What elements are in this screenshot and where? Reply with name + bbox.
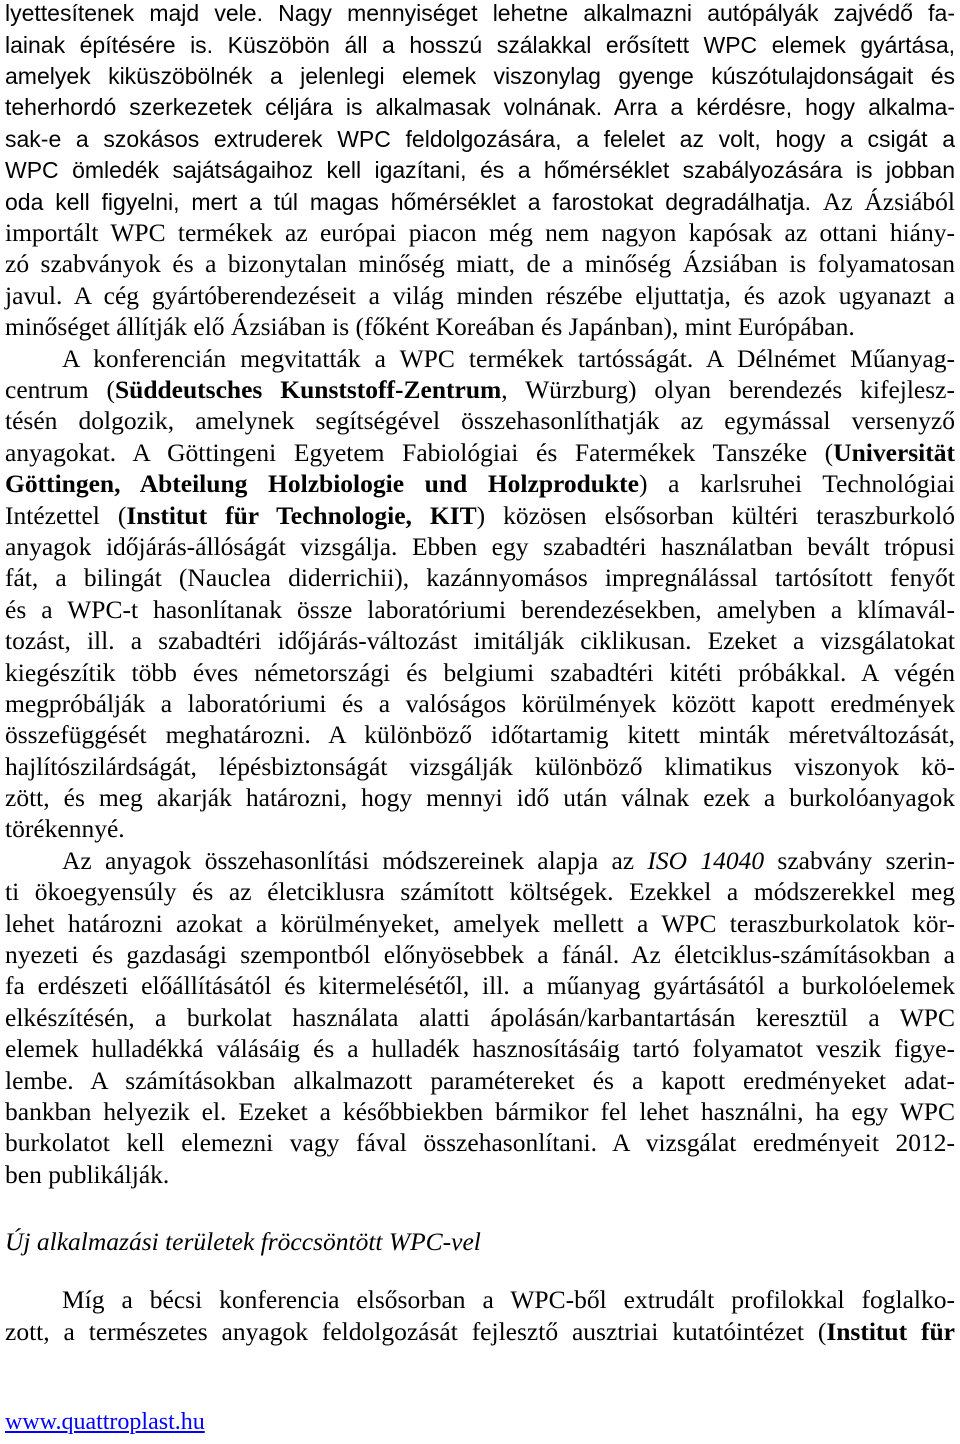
page-footer (5, 1405, 955, 1436)
text-run: összefüggését meghatározni. A különböző időtartamig kitett minták méretváltozását, (5, 720, 955, 750)
paragraph (5, 0, 955, 343)
text-line (5, 845, 955, 876)
text-line (5, 91, 955, 122)
text-run: elkészítésén, a burkolat használata alatti ápolásán/karbantartásán keresztül a WPC (5, 1002, 955, 1032)
text-line (5, 939, 955, 970)
text-run: anyagok időjárás-állóságát vizsgálja. Ebben egy szabadtéri használatban bevált trópusi (5, 531, 955, 561)
text-line (5, 1065, 955, 1096)
text-line (5, 405, 955, 436)
text-run: nyezeti és gazdasági szempontból előnyösebbek a fánál. Az életciklus-számításokban a (5, 940, 955, 970)
text-run: zó szabványok és a bizonytalan minőség miatt, de a minőség Ázsiában is folyamatosan (5, 249, 955, 279)
text-line (5, 154, 955, 185)
bold-text-run: Institut für Technologie, KIT (126, 500, 477, 530)
text-line (5, 719, 955, 750)
text-line (5, 813, 955, 844)
section-heading-block (5, 1226, 955, 1257)
bold-text-run: Göttingen, Abteilung Holzbiologie und Holzprodukte (5, 469, 639, 499)
text-line (5, 468, 955, 499)
italic-text-run: ISO 14040 (647, 845, 765, 875)
text-line (5, 1033, 955, 1064)
text-run: lyettesítenek majd vele. Nagy mennyiséget lehetne alkalmazni autópályák zajvédő fa- (5, 0, 955, 27)
text-line (5, 311, 955, 342)
text-run: tésén dolgozik, amelynek segítségével összehasonlíthatják az egymással versenyző (5, 406, 955, 436)
text-run: anyagokat. A Göttingeni Egyetem Fabiológiai és Fatermékek Tanszéke ( (5, 437, 834, 467)
paragraph (5, 845, 955, 1190)
text-line (5, 1316, 955, 1347)
text-run: Az anyagok összehasonlítási módszereinek alapja az (62, 845, 648, 875)
text-run: ) közösen elsősorban kültéri teraszburkoló (476, 500, 955, 530)
text-line (5, 657, 955, 688)
text-run: ) a karlsruhei Technológiai (638, 469, 955, 499)
text-run: ti ökoegyensúly és az életciklusra számított költségek. Ezekkel a módszerekkel meg (5, 877, 955, 907)
text-run: szabvány szerin- (764, 845, 955, 875)
text-run: WPC ömledék sajátságaihoz kell igazítani, és a hőmérséklet szabályozására is jobban (5, 157, 955, 184)
text-line (5, 60, 955, 91)
text-run: A konferencián megvitatták a WPC termékek tartósságát. A Délnémet Műanyag- (62, 343, 955, 373)
text-line (5, 248, 955, 279)
text-run: centrum ( (5, 375, 115, 404)
text-run: fát, a bilingát (Nauclea diderrichii), kazánnyomásos impregnálással tartósított fenyőt (5, 563, 955, 593)
text-line (5, 908, 955, 939)
text-line (5, 123, 955, 154)
text-run: sak-e a szokásos extruderek WPC feldolgozására, a felelet az volt, hogy a csigát a (5, 125, 955, 152)
bold-text-run: Universität (833, 437, 955, 467)
text-run: zött, és meg akarják határozni, hogy mennyi idő után válnak ezek a burkolóanyagok (5, 783, 955, 813)
text-line (5, 1284, 955, 1315)
footer-line (5, 1405, 955, 1436)
text-line (5, 437, 955, 468)
text-line (5, 29, 955, 60)
text-line (5, 1127, 955, 1158)
text-run: és a WPC-t hasonlítanak össze laboratóriumi berendezésekben, amelyben a klímavál- (5, 594, 955, 624)
text-run: kiegészítik több éves németországi és belgiumi szabadtéri kitéti próbákkal. A végén (5, 657, 955, 687)
text-run: Míg a bécsi konferencia elsősorban a WPC-ből extrudált profilokkal foglalko- (62, 1285, 955, 1315)
text-line (5, 594, 955, 625)
website-link[interactable]: www.quattroplast.hu (5, 1409, 205, 1436)
text-run: zott, a természetes anyagok feldolgozását fejlesztő ausztriai kutatóintézet ( (5, 1316, 827, 1346)
bold-text-run: Institut für (826, 1316, 955, 1346)
paragraph (5, 1284, 955, 1347)
text-run: tozást, ill. a szabadtéri időjárás-változást imitálják ciklikusan. Ezeket a vizsgálatokat (5, 626, 955, 656)
main-text-section (5, 0, 955, 1190)
text-run: oda kell figyelni, mert a túl magas hőmérséklet a farostokat degradálhatja. (5, 188, 823, 215)
text-line (5, 751, 955, 782)
text-run: bankban helyezik el. Ezeket a későbbiekben bármikor fel lehet használni, ha egy WPC (5, 1096, 955, 1126)
text-line (5, 1096, 955, 1127)
text-line (5, 500, 955, 531)
text-run: burkolatot kell elemezni vagy fával összehasonlítani. A vizsgálat eredményeit 2012- (5, 1128, 955, 1158)
text-run: Intézettel ( (5, 500, 127, 530)
text-line (5, 186, 955, 217)
text-run: , Würzburg) olyan berendezés kifejlesz- (501, 375, 955, 404)
text-line (5, 1159, 955, 1190)
text-run: megpróbálják a laboratóriumi és a valóságos körülmények között kapott eredmények (5, 688, 955, 718)
text-run: lainak építésére is. Küszöbön áll a hosszú szálakkal erősített WPC elemek gyártása, (5, 31, 955, 58)
text-line (5, 0, 955, 29)
text-run: ben publikálják. (5, 1159, 170, 1189)
text-run: amelyek kiküszöbölnék a jelenlegi elemek viszonylag gyenge kúszótulajdonságait és (5, 63, 955, 90)
text-run: lehet határozni azokat a körülményeket, amelyek mellett a WPC teraszburkolatok kör- (5, 908, 955, 938)
text-line (5, 280, 955, 311)
text-line (5, 531, 955, 562)
text-run: elemek hulladékká válásáig és a hulladék hasznosításáig tartó folyamatot veszik figye- (5, 1034, 955, 1064)
text-line (5, 374, 955, 405)
text-run: lembe. A számításokban alkalmazott paramétereket és a kapott eredményeket adat- (5, 1065, 955, 1095)
second-text-section (5, 1284, 955, 1347)
text-run: teherhordó szerkezetek céljára is alkalmasak volnának. Arra a kérdésre, hogy alkalma- (5, 94, 955, 121)
text-run: importált WPC termékek az európai piacon még nem nagyon kapósak az ottani hiány- (5, 218, 955, 248)
paragraph (5, 343, 955, 845)
text-run: minőséget állítják elő Ázsiában is (főként Koreában és Japánban), mint Európában. (5, 312, 855, 342)
text-line (5, 1002, 955, 1033)
text-line (5, 625, 955, 656)
text-run: fa erdészeti előállításától és kitermelésétől, ill. a műanyag gyártásától a burkolóelemek (5, 971, 955, 1001)
text-line (5, 217, 955, 248)
bold-text-run: Süddeutsches Kunststoff-Zentrum (114, 375, 502, 404)
text-line (5, 343, 955, 374)
text-line (5, 782, 955, 813)
text-run: Az Ázsiából (822, 186, 955, 216)
text-line (5, 688, 955, 719)
text-run: törékennyé. (5, 814, 125, 844)
text-run: hajlítószilárdságát, lépésbiztonságát vizsgálják különböző klimatikus viszonyok kö- (5, 751, 955, 781)
text-run: javul. A cég gyártóberendezéseit a világ minden részébe eljuttatja, és azok ugyanazt a (5, 280, 955, 310)
section-heading: Új alkalmazási területek fröccsöntött WPC-vel (5, 1227, 481, 1257)
text-line (5, 876, 955, 907)
text-line (5, 562, 955, 593)
text-line (5, 970, 955, 1001)
